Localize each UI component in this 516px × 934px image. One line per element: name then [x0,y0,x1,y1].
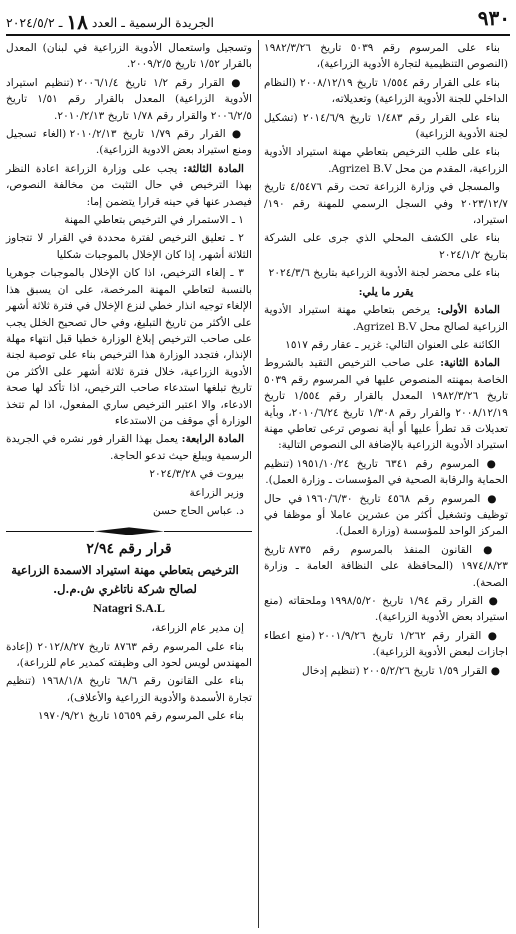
decides-heading: يقرر ما يلي: [358,285,414,298]
divider-line [6,531,94,532]
bullet-text: القرار ١/٥٩ تاريخ ٢٠٠٥/٢/٢٦ (تنظيم إدخال [302,664,488,677]
decision-subtitle-1: الترخيص بتعاطي مهنة استيراد الاسمدة الزراعية [11,562,239,577]
signature-title: وزير الزراعة [189,486,244,499]
bullet-text: القرار رقم ١/٧٩ تاريخ ٢٠١٠/٢/١٣ (الغاء تسجيل ومنع استيراد بعض الادوية الزراعية). [6,128,252,157]
article-2 [264,355,508,453]
decision2-para-2: بناء على المرسوم رقم ٨٧٦٣ تاريخ ٢٠١٢/٨/٢٧ (إعادة المهندس لويس لحود الى وظيفته كمدير عام للزراعة)، [6,640,252,669]
preamble-6: بناء على الكشف المحلي الذي جرى على الشركة بتاريخ ٢٠٢٤/١/٢ [264,232,508,261]
bullet-left-2: ● القرار رقم ١/٧٩ تاريخ ٢٠١٠/٢/١٣ (الغاء تسجيل ومنع استيراد بعض الادوية الزراعية). [6,128,252,157]
divider-line [164,531,252,532]
preamble-2: بناء على القرار رقم ١/٥٥٤ تاريخ ٢٠٠٨/١٢/١٩ (النظام الداخلي للجنة الأدوية الزراعية) وتعديلاته، [264,76,508,106]
article-1-label: المادة الأولى: [436,304,500,317]
article-4 [6,431,252,464]
bullet-text: القرار رقم ١/٢٦٢ تاريخ ٢٠٠١/٩/٢٦ (منع اعطاء اجازات لبعض الأدوية الزراعية). [264,629,508,659]
article-3-text: يجب على وزارة الزراعة اعادة النظر بهذا الترخيص في حال التثبت من مخالفة النصوص، فيصدر عنها في حينه قرارا يتضمن إما: [6,162,252,208]
bullet-right-3: ● القانون المنفذ بالمرسوم رقم ٨٧٣٥ تاريخ ١٩٧٤/٨/٢٣ (المحافظة على النظافة العامة ـ وزارة الصحة). [264,543,508,589]
bullet-text: المرسوم رقم ٤٥٦٨ تاريخ ١٩٦٠/٦/٣٠ في حال توظيف وتشغيل أكثر من عشرين عاملا أو موظفا في المركز الواحد للمؤسسة (وزارة العمل). [264,492,508,538]
article-2-label: المادة الثانية: [440,357,500,370]
issue-date: ـ ٢٠٢٤/٥/٢ [6,15,63,30]
option-1: ١ ـ الاستمرار في الترخيص بتعاطي المهنة [64,214,244,227]
bullet-right-5: ● القرار رقم ١/٢٦٢ تاريخ ٢٠٠١/٩/٢٦ (منع اعطاء اجازات لبعض الأدوية الزراعية). [264,629,508,659]
article-1 [264,302,508,335]
option-3: ٣ ـ إلغاء الترخيص، اذا كان الإخلال بالموجبات جوهريا بالنسبة لتعاطي المهنة المرخصة، على ان يسبق هذا الإلغاء توجيه انذار خطي لنزع الإخلال في فترة ثلاثة أشهر على الأكثر من تاريخ التبليغ، وفي حال تصحيح الخلل يجب على صاحب الترخيص إبلاغ الوزارة خطيا قبل انتهاء مهلة الإنذار، فتجدد الوزارة هذا الترخيص بناء على توصية لجنة الأدوية الزراعية، خلال فترة ثلاثة أشهر على الأكثر من تاريخ تبلغها استدعاء صاحب الترخيص، اذا تأكد لها صحة الادعاء، والا اعتبر الترخيص ساري المفعول، اذا لم تتخذ الوزارة أي موقف من الاستدعاء [6,267,252,427]
decision2-para-1: إن مدير عام الزراعة، [151,622,244,635]
page-number: ٩٣٠ [477,6,510,30]
bullet-right-1: ● المرسوم رقم ٦٣٤١ تاريخ ١٩٥١/١٠/٢٤ (تنظيم الحماية والرقابة الصحية في المؤسسات ـ وزارة العمل). [264,457,508,487]
bullet-text: المرسوم رقم ٦٣٤١ تاريخ ١٩٥١/١٠/٢٤ (تنظيم الحماية والرقابة الصحية في المؤسسات ـ وزارة العمل). [264,457,508,487]
article-4-label: المادة الرابعة: [181,433,245,446]
bullet-text: القرار رقم ١/٩٤ تاريخ ١٩٩٨/٥/٢٠ وملحقاته (منع استيراد بعض الأدوية الزراعية). [264,595,508,624]
bullet-right-4: ● القرار رقم ١/٩٤ تاريخ ١٩٩٨/٥/٢٠ وملحقاته (منع استيراد بعض الأدوية الزراعية). [264,595,508,624]
header-title [6,10,214,34]
bullet-left-1: ● القرار رقم ١/٢ تاريخ ٢٠٠٦/١/٤ (تنظيم استيراد الأدوية الزراعية) المعدل بالقرار رقم ١/٥١ تاريخ ٢٠٠٦/٢/٥ والقرار رقم ١/٧٨ تاريخ ٢٠١٠/٢/١٣. [6,76,252,122]
preamble-3: بناء على القرار رقم ١/٤٨٣ تاريخ ٢٠١٤/٦/٩ (تشكيل لجنة الأدوية الزراعية) [264,111,508,141]
decision2-para-3: بناء على القانون رقم ٦٨/٦ تاريخ ١٩٦٨/١/٨ (تنظيم تجارة الأسمدة والأدوية الزراعية والأعلاف)، [6,675,252,704]
divider-ornament [94,527,164,535]
issue-number: ١٨ [66,10,88,34]
preamble-4: بناء على طلب الترخيص بتعاطي مهنة استيراد الأدوية الزراعية، المقدم من محل Agrizel B.V. [264,146,508,175]
bullet-right-2: ● المرسوم رقم ٤٥٦٨ تاريخ ١٩٦٠/٦/٣٠ في حال توظيف وتشغيل أكثر من عشرين عاملا أو موظفا في المركز الواحد للمؤسسة (وزارة العمل). [264,492,508,538]
bullet-text: القرار رقم ١/٢ تاريخ ٢٠٠٦/١/٤ (تنظيم استيراد الأدوية الزراعية) المعدل بالقرار رقم ١/٥١ تاريخ ٢٠٠٦/٢/٥ والقرار رقم ١/٧٨ تاريخ ٢٠١٠/٢/١٣. [6,76,252,122]
article-4-text: يعمل بهذا القرار فور نشره في الجريدة الرسمية ويبلغ حيث تدعو الحاجة. [6,433,252,462]
decision2-para-4: بناء على المرسوم رقم ١٥٦٥٩ تاريخ ١٩٧٠/٩/٢١ [37,710,244,723]
option-2: ٢ ـ تعليق الترخيص لفترة محددة في القرار لا تتجاوز الثلاثة أشهر، إذا كان الإخلال بالموجبات شكليا [6,232,252,261]
address: الكائنة على العنوان التالي: غزير ـ عقار رقم ١٥١٧ [285,338,500,351]
section-divider [6,525,252,537]
column-divider [258,40,259,928]
signature-name: د. عباس الحاج حسن [152,504,244,517]
decision-title: قرار رقم ٢/٩٤ [86,541,172,558]
bullet-text: القانون المنفذ بالمرسوم رقم ٨٧٣٥ تاريخ ١٩٧٤/٨/٢٣ (المحافظة على النظافة العامة ـ وزارة الصحة). [264,543,508,589]
company-latin-name: Natagri S.A.L [93,600,165,615]
right-column [264,40,508,681]
preamble-7: بناء على محضر لجنة الأدوية الزراعية بتاريخ ٢٠٢٤/٣/٦ [268,267,500,280]
article-1-text: يرخص بتعاطي مهنة استيراد الأدوية الزراعية لصالح محل Agrizel B.V. [264,304,508,333]
signature-place-date: بيروت في ٢٠٢٤/٣/٢٨ [149,468,244,481]
left-continuation: وتسجيل واستعمال الأدوية الزراعية في لبنان) المعدل بالقرار ١/٥٢ تاريخ ٢٠٠٩/٢/٥. [6,42,252,71]
article-3-label: المادة الثالثة: [183,162,244,175]
left-column [6,40,252,727]
page-header [6,6,510,32]
preamble-5: والمسجل في وزارة الزراعة تحت رقم ٤/٥٤٧٦ تاريخ ٢٠٢٣/١٢/٧ وفي السجل الرسمي للمهنة رقم ١٩٠/ استيراد، [264,181,508,227]
gazette-name: الجريدة الرسمية ـ العدد [91,15,215,30]
decision-subtitle-2: لصالح شركة ناتاغري ش.م.ل. [53,581,197,596]
preamble-1: بناء على المرسوم رقم ٥٠٣٩ تاريخ ١٩٨٢/٣/٢٦ (النصوص التنظيمية لتجارة الأدوية الزراعية)، [264,42,508,71]
article-3 [6,161,252,210]
article-2-text: على صاحب الترخيص التقيد بالشروط الخاصة بمهنته المنصوص عليها في المرسوم رقم ٥٠٣٩ تاريخ ١٩٨٢/٣/٢٦ المعدل بالقرار رقم ١/٥٥٤ تاريخ ٢٠٠٨/١٢/١٩ والقرار رقم ١/٣٠٨ تاريخ ٢٠١٠/٦/٢٤، وبأية تعديلات قد تطرأ عليها أو أية نصوص ترعى تعاطي مهنة استيراد الأدوية الزراعية بالإضافة الى النصوص التالية: [264,357,509,452]
header-rule [6,34,510,36]
bullet-right-6: ● القرار ١/٥٩ تاريخ ٢٠٠٥/٢/٢٦ (تنظيم إدخال [302,664,500,677]
